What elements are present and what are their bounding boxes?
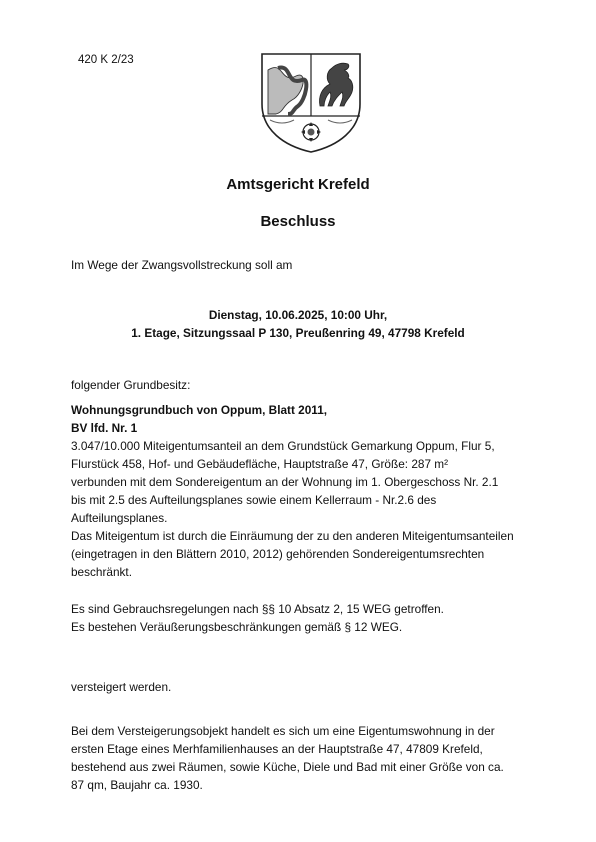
bv-number: BV lfd. Nr. 1: [71, 421, 138, 435]
description-line: verbunden mit dem Sondereigentum an der Wohnung im 1. Obergeschoss Nr. 2.1: [71, 475, 499, 489]
description-line: bis mit 2.5 des Aufteilungsplanes sowie einem Kellerraum - Nr.2.6 des: [71, 493, 437, 507]
document-type: Beschluss: [260, 213, 336, 230]
property-description: [71, 401, 514, 581]
description-line: Flurstück 458, Hof- und Gebäudefläche, Hauptstraße 47, Größe: 287 m²: [71, 457, 449, 471]
regulations: [71, 600, 444, 636]
object-line: ersten Etage eines Merhfamilienhauses an der Hauptstraße 47, 47809 Krefeld,: [71, 742, 483, 756]
regulation-line: Es bestehen Veräußerungsbeschränkungen gemäß § 12 WEG.: [71, 620, 403, 634]
description-line: Das Miteigentum ist durch die Einräumung der zu den anderen Miteigentumsanteilen: [71, 529, 514, 543]
hearing-date: Dienstag, 10.06.2025, 10:00 Uhr,: [208, 308, 388, 322]
property-label: folgender Grundbesitz:: [71, 378, 191, 392]
land-register: Wohnungsgrundbuch von Oppum, Blatt 2011,: [71, 403, 328, 417]
object-description: [71, 722, 504, 794]
object-line: 87 qm, Baujahr ca. 1930.: [71, 778, 203, 792]
description-line: 3.047/10.000 Miteigentumsanteil an dem Grundstück Gemarkung Oppum, Flur 5,: [71, 439, 495, 453]
description-line: Aufteilungsplanes.: [71, 511, 168, 525]
object-line: Bei dem Versteigerungsobjekt handelt es sich um eine Eigentumswohnung in der: [71, 724, 495, 738]
intro-text: Im Wege der Zwangsvollstreckung soll am: [71, 258, 293, 272]
auction-statement: versteigert werden.: [71, 680, 172, 694]
description-line: beschränkt.: [71, 565, 132, 579]
regulation-line: Es sind Gebrauchsregelungen nach §§ 10 Absatz 2, 15 WEG getroffen.: [71, 602, 444, 616]
file-number: 420 K 2/23: [78, 54, 134, 66]
nrw-coat-of-arms-icon: [256, 50, 366, 154]
description-line: (eingetragen in den Blättern 2010, 2012) gehörenden Sondereigentumsrechten: [71, 547, 485, 561]
hearing-location: 1. Etage, Sitzungssaal P 130, Preußenring 49, 47798 Krefeld: [131, 326, 465, 340]
object-line: bestehend aus zwei Räumen, sowie Küche, Diele und Bad mit einer Größe von ca.: [71, 760, 504, 774]
court-title: Amtsgericht Krefeld: [226, 176, 370, 193]
